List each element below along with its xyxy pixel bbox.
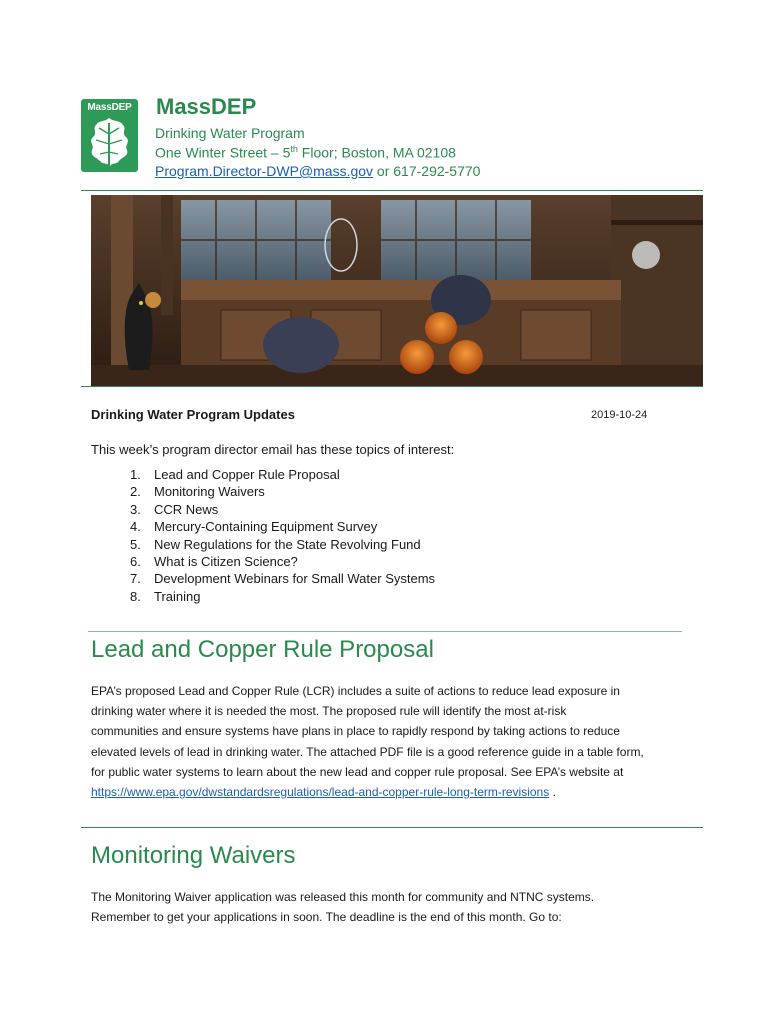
oak-leaf-icon [86,114,133,169]
logo-text: MassDEP [87,102,132,113]
monitoring-heading: Monitoring Waivers [91,842,296,869]
program-name: Drinking Water Program [155,125,305,141]
lead-copper-heading: Lead and Copper Rule Proposal [91,636,434,663]
massdep-logo [81,99,138,172]
list-item: 8. Training [130,588,201,604]
section-divider [81,827,703,828]
list-item: 6. What is Citizen Science? [130,553,298,569]
section-divider [88,631,682,632]
contact-line [155,163,480,179]
monitoring-body: The Monitoring Waiver application was released this month for community and NTNC systems. Remember to get your applications in soon. The deadline is the end of this month. Go to: [91,890,595,925]
phone-number: or 617-292-5770 [373,163,481,179]
banner-divider [81,386,703,387]
header-divider [81,190,703,191]
issue-date: 2019-10-24 [591,409,648,421]
email-link[interactable]: Program.Director-DWP@mass.gov [155,163,374,179]
lead-copper-body: EPA’s proposed Lead and Copper Rule (LCR) includes a suite of actions to reduce lead exposure in drinking water where it is needed the most. The proposed rule will identify the most at-risk communities and ensure systems have plans in place to rapidly respond by taking actions to reduce elevated levels of lead in drinking water. The attached PDF file is a good reference guide in a table form, for public water systems to learn about the new lead and copper rule proposal. See EPA’s website at https://www.epa.gov/dwstandardsregulations/lead-and-copper-rule-long-term-revisions . [91,684,644,800]
list-item: 3. CCR News [130,501,219,517]
updates-title: Drinking Water Program Updates [91,407,295,422]
banner-image [91,195,703,386]
address: One Winter Street – 5th Floor; Boston, MA 02108 [155,144,456,161]
list-item: 4. Mercury-Containing Equipment Survey [130,519,378,535]
topics-intro: This week’s program director email has these topics of interest: [91,442,455,457]
topics-list [130,466,435,605]
org-name: MassDEP [156,94,257,119]
list-item: 7. Development Webinars for Small Water Systems [130,571,436,587]
list-item: 1. Lead and Copper Rule Proposal [130,467,340,482]
list-item: 5. New Regulations for the State Revolving Fund [130,536,421,552]
epa-lcr-link[interactable]: https://www.epa.gov/dwstandardsregulations/lead-and-copper-rule-long-term-revisions [91,785,550,800]
list-item: 2. Monitoring Waivers [130,484,265,500]
